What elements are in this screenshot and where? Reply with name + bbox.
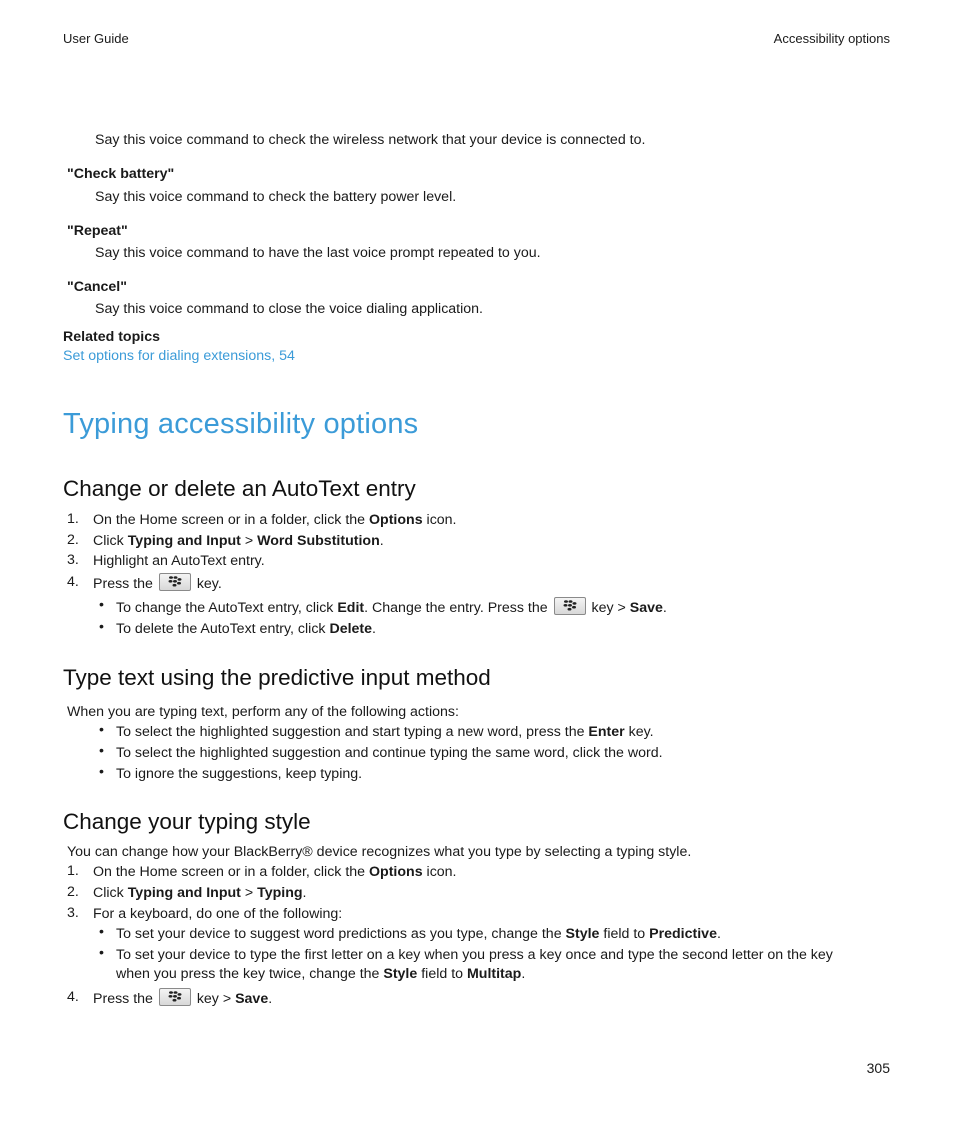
style-intro: You can change how your BlackBerry® device recognizes what you type by selecting a typing style. (67, 844, 692, 860)
step-number: 1. (67, 863, 79, 879)
section-title: Typing accessibility options (63, 408, 419, 440)
bullet: • (99, 743, 104, 759)
autotext-step-3: Highlight an AutoText entry. (93, 553, 265, 569)
step-number: 3. (67, 905, 79, 921)
blackberry-menu-key-icon (554, 597, 586, 615)
style-step-3: For a keyboard, do one of the following: (93, 906, 343, 922)
predictive-bullet-2: To select the highlighted suggestion and continue typing the same word, click the word. (116, 745, 663, 761)
blackberry-menu-key-icon (159, 988, 191, 1006)
bullet: • (99, 924, 104, 940)
predictive-intro: When you are typing text, perform any of the following actions: (67, 704, 459, 720)
header-left: User Guide (63, 31, 129, 46)
voice-term-cancel: "Cancel" (67, 279, 127, 295)
step-number: 3. (67, 552, 79, 568)
related-topics-heading: Related topics (63, 329, 160, 345)
autotext-step-1: On the Home screen or in a folder, click the Options icon. (93, 512, 457, 528)
voice-intro: Say this voice command to check the wireless network that your device is connected to. (95, 132, 646, 148)
style-step-4: Press the key > Save. (93, 988, 272, 1009)
autotext-step-4: Press the key. (93, 573, 222, 594)
autotext-step-2: Click Typing and Input > Word Substitution. (93, 533, 384, 549)
related-topic-link[interactable]: Set options for dialing extensions, 54 (63, 348, 295, 364)
predictive-bullet-1: To select the highlighted suggestion and start typing a new word, press the Enter key. (116, 724, 654, 740)
step-number: 1. (67, 511, 79, 527)
bullet: • (99, 597, 104, 613)
predictive-title: Type text using the predictive input method (63, 665, 491, 690)
step-number: 4. (67, 989, 79, 1005)
page-number: 305 (866, 1060, 890, 1076)
style-title: Change your typing style (63, 809, 311, 834)
bullet: • (99, 945, 104, 961)
header-right: Accessibility options (773, 31, 890, 46)
style-step-2: Click Typing and Input > Typing. (93, 885, 307, 901)
autotext-title: Change or delete an AutoText entry (63, 476, 416, 501)
blackberry-menu-key-icon (159, 573, 191, 591)
style-step-1: On the Home screen or in a folder, click the Options icon. (93, 864, 457, 880)
bullet: • (99, 722, 104, 738)
voice-term-repeat: "Repeat" (67, 223, 128, 239)
step-number: 4. (67, 574, 79, 590)
style-bullet-multitap-line-2: when you press the key twice, change the Style field to Multitap. (116, 966, 526, 982)
autotext-bullet-delete: To delete the AutoText entry, click Delete. (116, 621, 376, 637)
style-bullet-predictive: To set your device to suggest word predictions as you type, change the Style field to Predictive. (116, 926, 721, 942)
step-number: 2. (67, 532, 79, 548)
bullet: • (99, 764, 104, 780)
autotext-bullet-edit: To change the AutoText entry, click Edit. Change the entry. Press the key > Save. (116, 597, 667, 618)
step-number: 2. (67, 884, 79, 900)
bullet: • (99, 619, 104, 635)
voice-term-check-battery: "Check battery" (67, 166, 175, 182)
voice-desc-check-battery: Say this voice command to check the battery power level. (95, 189, 457, 205)
predictive-bullet-3: To ignore the suggestions, keep typing. (116, 766, 363, 782)
style-bullet-multitap-line-1: To set your device to type the first letter on a key when you press a key once and type the second letter on the key (116, 947, 833, 963)
voice-desc-cancel: Say this voice command to close the voice dialing application. (95, 301, 484, 317)
voice-desc-repeat: Say this voice command to have the last voice prompt repeated to you. (95, 245, 541, 261)
